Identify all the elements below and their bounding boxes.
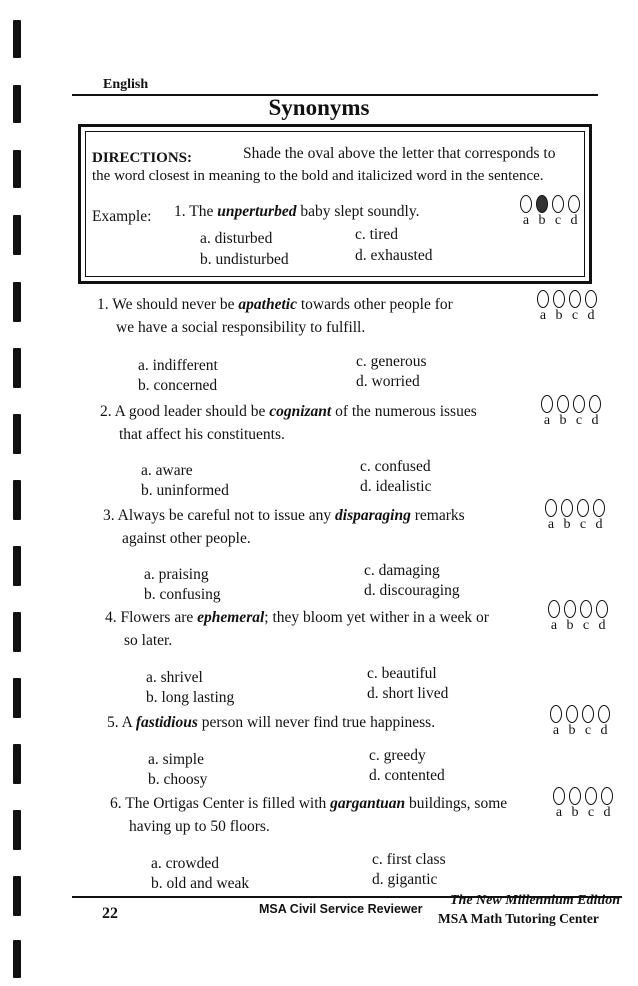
answer-oval-a[interactable]	[550, 705, 562, 723]
question-keyword: fastidious	[135, 714, 198, 731]
question-5-choice-d: d. contented	[369, 767, 445, 784]
answer-oval-b[interactable]	[553, 290, 565, 308]
answer-oval-a[interactable]	[541, 395, 553, 413]
answer-letter-a: a	[539, 308, 547, 323]
question-4-answer-bubbles	[548, 600, 610, 634]
answer-letter-c: c	[575, 413, 583, 428]
answer-oval-d[interactable]	[585, 290, 597, 308]
answer-letter-c: c	[579, 517, 587, 532]
binder-hole	[13, 150, 21, 188]
question-number: 3.	[103, 507, 115, 524]
question-text-pre: The Ortigas Center is filled with	[125, 795, 327, 812]
binder-hole	[13, 612, 21, 652]
page-number: 22	[102, 905, 118, 922]
question-4-text	[105, 609, 489, 627]
answer-letter-b: b	[571, 805, 579, 820]
question-text-post: ; they bloom yet wither in a week or	[264, 609, 489, 626]
answer-oval-c[interactable]	[573, 395, 585, 413]
answer-letter-c: c	[571, 308, 579, 323]
binder-hole	[13, 348, 21, 388]
question-2-choice-a: a. aware	[141, 462, 193, 479]
answer-letter-d: d	[570, 213, 578, 228]
question-3-choice-b: b. confusing	[144, 586, 221, 603]
example-question	[174, 203, 419, 221]
answer-letter-d: d	[598, 618, 606, 633]
answer-oval-d[interactable]	[593, 499, 605, 517]
answer-letter-c: c	[554, 213, 562, 228]
example-answer-bubbles	[520, 195, 582, 229]
question-3-answer-bubbles	[545, 499, 607, 533]
question-3-text-line2: against other people.	[122, 530, 251, 547]
question-4-choice-a: a. shrivel	[146, 669, 203, 686]
answer-oval-b[interactable]	[564, 600, 576, 618]
question-text-post: towards other people for	[300, 296, 453, 313]
question-1-choice-b: b. concerned	[138, 377, 218, 394]
question-2-choice-c: c. confused	[360, 458, 431, 475]
question-5-answer-bubbles	[550, 705, 612, 739]
answer-oval-b[interactable]	[566, 705, 578, 723]
section-label: English	[103, 77, 149, 92]
answer-letter-a: a	[522, 213, 530, 228]
answer-oval-c[interactable]	[585, 787, 597, 805]
answer-letter-d: d	[587, 308, 595, 323]
example-text-pre: The	[189, 203, 214, 220]
question-6-choice-c: c. first class	[372, 851, 446, 868]
answer-letter-d: d	[600, 723, 608, 738]
question-2-choice-b: b. uninformed	[141, 482, 229, 499]
example-choice-a: a. disturbed	[200, 230, 273, 247]
question-4-choice-d: d. short lived	[367, 685, 449, 702]
question-6-choice-a: a. crowded	[151, 855, 219, 872]
binder-hole	[13, 480, 21, 520]
question-1-text-line2: we have a social responsibility to fulfill.	[116, 319, 366, 336]
directions-label: DIRECTIONS:	[92, 150, 193, 166]
question-1-answer-bubbles	[537, 290, 599, 324]
question-text-pre: A	[121, 714, 132, 731]
directions-text-line2: the word closest in meaning to the bold and italicized word in the sentence.	[92, 168, 544, 184]
answer-oval-d[interactable]	[596, 600, 608, 618]
question-1-text	[97, 296, 453, 314]
example-choice-b: b. undisturbed	[200, 251, 289, 268]
question-2-text	[100, 403, 477, 421]
answer-oval-c[interactable]	[582, 705, 594, 723]
example-text-post: baby slept soundly.	[300, 203, 420, 220]
binder-hole	[13, 940, 21, 978]
answer-letter-b: b	[538, 213, 546, 228]
question-text-pre: A good leader should be	[114, 403, 266, 420]
question-number: 6.	[110, 795, 122, 812]
answer-letter-c: c	[584, 723, 592, 738]
answer-letter-b: b	[568, 723, 576, 738]
footer-publisher: MSA Math Tutoring Center	[438, 911, 599, 926]
question-6-choice-b: b. old and weak	[151, 875, 250, 892]
example-keyword: unperturbed	[217, 203, 297, 220]
question-number: 5.	[107, 714, 119, 731]
question-keyword: gargantuan	[330, 795, 406, 812]
example-choice-d: d. exhausted	[355, 247, 433, 264]
question-text-post: of the numerous issues	[335, 403, 477, 420]
answer-letter-d: d	[603, 805, 611, 820]
question-4-choice-c: c. beautiful	[367, 665, 437, 682]
question-6-choice-d: d. gigantic	[372, 871, 438, 888]
answer-oval-c[interactable]	[552, 195, 564, 213]
answer-letter-a: a	[552, 723, 560, 738]
binder-hole	[13, 678, 21, 718]
answer-letter-a: a	[547, 517, 555, 532]
answer-oval-d[interactable]	[568, 195, 580, 213]
answer-oval-b[interactable]	[536, 195, 548, 213]
directions-text-line1: Shade the oval above the letter that corresponds to	[243, 145, 556, 162]
binder-hole	[13, 744, 21, 784]
answer-letter-b: b	[555, 308, 563, 323]
question-2-text-line2: that affect his constituents.	[119, 426, 285, 443]
answer-oval-b[interactable]	[557, 395, 569, 413]
question-6-answer-bubbles	[553, 787, 615, 821]
answer-oval-c[interactable]	[580, 600, 592, 618]
answer-letter-b: b	[566, 618, 574, 633]
answer-letter-a: a	[555, 805, 563, 820]
answer-oval-d[interactable]	[598, 705, 610, 723]
page-title: Synonyms	[268, 95, 370, 120]
answer-oval-a[interactable]	[553, 787, 565, 805]
question-2-answer-bubbles	[541, 395, 603, 429]
example-number: 1.	[174, 203, 186, 220]
question-3-choice-a: a. praising	[144, 566, 209, 583]
answer-letter-d: d	[595, 517, 603, 532]
question-5-choice-b: b. choosy	[148, 771, 208, 788]
answer-oval-b[interactable]	[561, 499, 573, 517]
question-5-choice-c: c. greedy	[369, 747, 426, 764]
question-6-text-line2: having up to 50 floors.	[129, 818, 270, 835]
binder-hole	[13, 876, 21, 916]
question-number: 1.	[97, 296, 109, 313]
answer-letter-d: d	[591, 413, 599, 428]
footer-book-title: MSA Civil Service Reviewer	[259, 902, 423, 916]
answer-oval-a[interactable]	[548, 600, 560, 618]
question-3-text	[103, 507, 465, 525]
question-text-pre: Always be careful not to issue any	[117, 507, 332, 524]
binder-hole	[13, 414, 21, 454]
example-label: Example:	[92, 208, 152, 225]
answer-oval-d[interactable]	[601, 787, 613, 805]
answer-oval-b[interactable]	[569, 787, 581, 805]
question-text-post: remarks	[414, 507, 465, 524]
answer-letter-c: c	[582, 618, 590, 633]
question-5-choice-a: a. simple	[148, 751, 204, 768]
answer-oval-a[interactable]	[520, 195, 532, 213]
binder-hole	[13, 20, 21, 58]
question-number: 2.	[100, 403, 112, 420]
answer-letter-a: a	[543, 413, 551, 428]
question-text-post: person will never find true happiness.	[201, 714, 436, 731]
answer-oval-c[interactable]	[569, 290, 581, 308]
binder-hole	[13, 282, 21, 322]
answer-letter-a: a	[550, 618, 558, 633]
question-keyword: ephemeral	[197, 609, 265, 626]
example-choice-c: c. tired	[355, 226, 399, 243]
answer-oval-a[interactable]	[537, 290, 549, 308]
answer-oval-d[interactable]	[589, 395, 601, 413]
question-keyword: disparaging	[335, 507, 411, 524]
question-4-text-line2: so later.	[124, 632, 173, 649]
binder-hole	[13, 215, 21, 255]
answer-oval-a[interactable]	[545, 499, 557, 517]
question-6-text	[110, 795, 507, 813]
question-1-choice-a: a. indifferent	[138, 357, 218, 374]
binder-hole	[13, 546, 21, 586]
question-number: 4.	[105, 609, 117, 626]
question-text-post: buildings, some	[408, 795, 508, 812]
answer-letter-c: c	[587, 805, 595, 820]
answer-letter-b: b	[563, 517, 571, 532]
question-5-text	[107, 714, 435, 732]
answer-oval-c[interactable]	[577, 499, 589, 517]
question-text-pre: We should never be	[112, 296, 235, 313]
question-keyword: apathetic	[238, 296, 297, 313]
footer-edition: The New Millennium Edition	[450, 893, 620, 908]
question-keyword: cognizant	[269, 403, 332, 420]
binder-hole	[13, 810, 21, 850]
question-1-choice-d: d. worried	[356, 373, 420, 390]
answer-letter-b: b	[559, 413, 567, 428]
question-2-choice-d: d. idealistic	[360, 478, 432, 495]
question-3-choice-c: c. damaging	[364, 562, 440, 579]
question-4-choice-b: b. long lasting	[146, 689, 235, 706]
question-1-choice-c: c. generous	[356, 353, 427, 370]
question-3-choice-d: d. discouraging	[364, 582, 460, 599]
question-text-pre: Flowers are	[120, 609, 194, 626]
